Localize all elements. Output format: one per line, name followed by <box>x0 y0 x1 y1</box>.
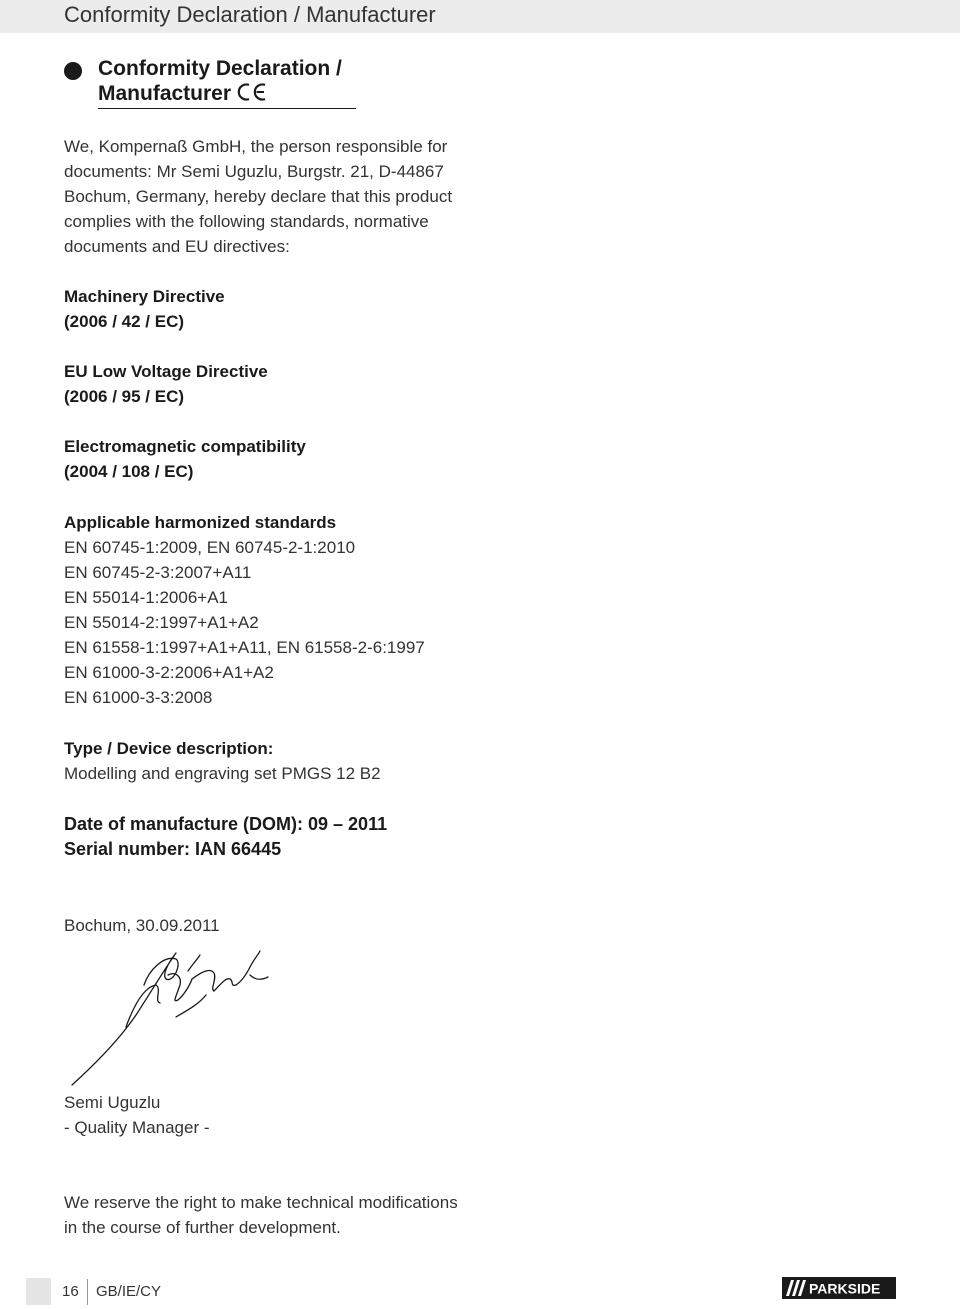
device-value: Modelling and engraving set PMGS 12 B2 <box>64 764 381 783</box>
directive-name: Electromagnetic compatibility <box>64 437 306 456</box>
emc-directive <box>64 434 524 484</box>
place-date <box>64 913 524 938</box>
header-title: Conformity Declaration / Manufacturer <box>64 2 436 27</box>
disclaimer-line: We reserve the right to make technical modifications <box>64 1193 458 1212</box>
page-header <box>0 0 960 33</box>
place-date-text: Bochum, 30.09.2011 <box>64 916 220 935</box>
intro-line: documents: Mr Semi Uguzlu, Burgstr. 21, D-44867 <box>64 162 444 181</box>
device-label: Type / Device description: <box>64 739 274 758</box>
signatory <box>64 1090 524 1140</box>
directive-code: (2006 / 95 / EC) <box>64 387 185 406</box>
manufacture-info <box>64 812 524 862</box>
disclaimer <box>64 1190 524 1240</box>
serial-number: Serial number: IAN 66445 <box>64 839 282 859</box>
intro-line: complies with the following standards, normative <box>64 212 429 231</box>
manufacture-date: Date of manufacture (DOM): 09 – 2011 <box>64 814 388 834</box>
bullet-icon <box>64 62 82 80</box>
heading-line-2-text: Manufacturer <box>98 82 232 105</box>
intro-line: We, Kompernaß GmbH, the person responsible for <box>64 137 448 156</box>
signatory-role: - Quality Manager - <box>64 1118 210 1137</box>
parkside-logo <box>782 1277 896 1299</box>
standard-item: EN 60745-1:2009, EN 60745-2-1:2010 <box>64 538 356 557</box>
footer-tab <box>26 1278 51 1305</box>
machinery-directive <box>64 284 524 334</box>
page-number: 16 <box>62 1283 79 1300</box>
intro-paragraph <box>64 134 484 259</box>
low-voltage-directive <box>64 359 524 409</box>
directive-code: (2004 / 108 / EC) <box>64 462 194 481</box>
signature-image <box>64 945 274 1090</box>
country-codes: GB/IE/CY <box>96 1283 162 1300</box>
standard-item: EN 61558-1:1997+A1+A11, EN 61558-2-6:1997 <box>64 638 425 657</box>
standard-item: EN 61000-3-2:2006+A1+A2 <box>64 663 274 682</box>
heading-line-2 <box>98 81 356 109</box>
ce-mark-icon <box>237 82 271 102</box>
disclaimer-line: in the course of further development. <box>64 1218 341 1237</box>
standard-item: EN 60745-2-3:2007+A11 <box>64 563 252 582</box>
heading-line-1: Conformity Declaration / <box>98 57 342 80</box>
device-description <box>64 736 524 786</box>
harmonized-standards <box>64 510 524 710</box>
standard-item: EN 55014-1:2006+A1 <box>64 588 228 607</box>
footer-divider <box>87 1279 88 1305</box>
signatory-name: Semi Uguzlu <box>64 1093 161 1112</box>
intro-line: Bochum, Germany, hereby declare that this product <box>64 187 453 206</box>
directive-name: EU Low Voltage Directive <box>64 362 268 381</box>
directive-code: (2006 / 42 / EC) <box>64 312 185 331</box>
directive-name: Machinery Directive <box>64 287 225 306</box>
standards-title: Applicable harmonized standards <box>64 513 337 532</box>
standard-item: EN 61000-3-3:2008 <box>64 688 213 707</box>
intro-line: documents and EU directives: <box>64 237 290 256</box>
standard-item: EN 55014-2:1997+A1+A2 <box>64 613 259 632</box>
brand-text: PARKSIDE <box>809 1280 881 1297</box>
